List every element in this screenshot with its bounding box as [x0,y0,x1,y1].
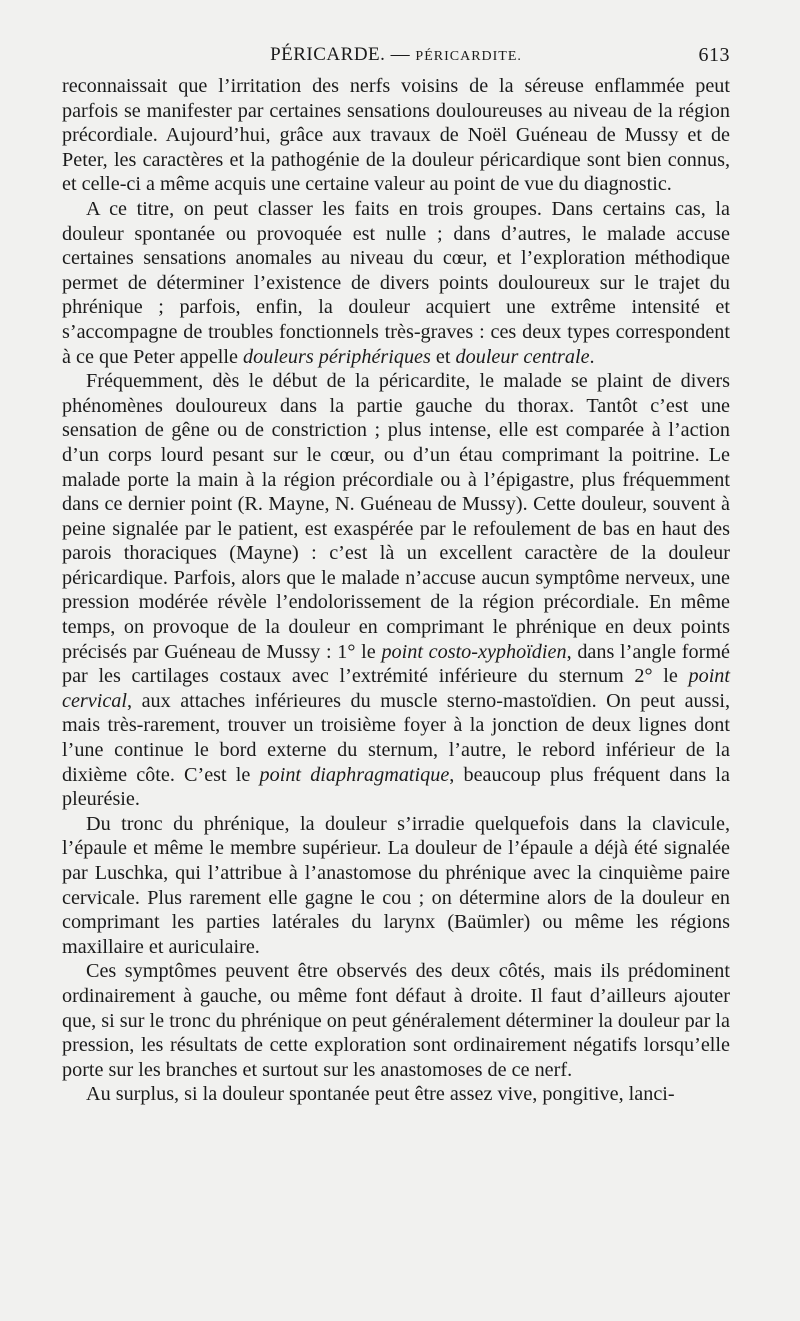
paragraph [62,812,730,960]
text-run: et [430,345,456,368]
text-run: A ce titre, on peut classer les faits en trois groupes. Dans certains cas, la douleur spontanée ou provoquée est nulle ; dans d’autres, le malade accuse certaines sensations anomales au niveau du cœur, et l’exploration méthodique permet de déterminer l’existence de divers points douloureux sur le trajet du phrénique ; parfois, enfin, la douleur acquiert une extrême intensité et s’accompagne de troubles fonctionnels très-graves : ces deux types correspondent à ce que Peter appelle [62,197,730,368]
text-run: reconnaissait que l’irritation des nerfs voisins de la séreuse enflammée peut parfois se manifester par certaines sensations douloureuses au niveau de la région précordiale. Aujourd’hui, grâce aux travaux de Noël Guéneau de Mussy et de Peter, les caractères et la pathogénie de la douleur péricardique sont bien connus, et celle-ci a même acquis une certaine valeur au point de vue du diagnostic. [62,75,730,196]
italic-term: point diaphragmatique [259,763,450,786]
running-head-title: PÉRICARDE. [270,44,386,65]
text-run: Du tronc du phrénique, la douleur s’irradie quelquefois dans la clavicule, l’épaule et même le membre supérieur. La douleur de l’épaule a déjà été signalée par Luschka, qui l’attribue à l’anastomose du phrénique avec la cinquième paire cervicale. Plus rarement elle gagne le cou ; on détermine alors de la douleur en comprimant les parties latérales du larynx (Baümler) ou même les régions maxillaire et auriculaire. [62,812,730,958]
running-head-subtitle: PÉRICARDITE. [415,49,522,64]
page-number: 613 [698,44,730,66]
paragraph [62,369,730,812]
running-head [62,44,730,74]
text-run: Ces symptômes peuvent être observés des deux côtés, mais ils prédominent ordinairement à gauche, ou même font défaut à droite. Il faut d’ailleurs ajouter que, si sur le tronc du phrénique on peut généralement déterminer la douleur par la pression, les résultats de cette exploration sont ordinairement négatifs lorsqu’elle porte sur les branches et surtout sur les anastomoses de ce nerf. [62,960,730,1081]
text-run: , aux attaches inférieures du muscle sterno-mastoïdien. On peut aussi, mais très-rarement, trouver un troisième foyer à la jonction de deux lignes dont l’une continue le bord externe du sternum, l’autre, le rebord inférieur de la dixième côte. C’est le [62,689,730,786]
paragraph [62,1082,730,1107]
text-run: . [589,345,595,368]
italic-term: point costo-xyphoïdien [381,640,567,663]
italic-term: douleurs périphériques [243,345,431,368]
text-run: , beaucoup plus fréquent dans la pleurésie. [62,763,730,811]
italic-term: douleur centrale [455,345,590,368]
italic-term: point cervical [62,665,730,712]
text-run: Au surplus, si la douleur spontanée peut être assez vive, pongitive, lanci- [86,1083,675,1106]
paragraph [62,74,730,197]
paragraph [62,959,730,1082]
running-head-separator: — [390,44,411,65]
text-run: , dans l’angle formé par les cartilages costaux avec l’extrémité inférieure du sternum 2° le [62,640,730,688]
body-text [62,74,730,1107]
paragraph [62,197,730,369]
text-run: Fréquemment, dès le début de la péricardite, le malade se plaint de divers phénomènes douloureux dans la partie gauche du thorax. Tantôt c’est une sensation de gêne ou de constriction ; plus intense, elle est comparée à l’action d’un corps lourd pesant sur le cœur, ou d’un étau comprimant la poitrine. Le malade porte la main à la région précordiale ou à l’épigastre, plus fréquemment dans ce dernier point (R. Mayne, N. Guéneau de Mussy). Cette douleur, souvent à peine signalée par le patient, est exaspérée par le refoulement de bas en haut des parois thoraciques (Mayne) : c’est là un excellent caractère de la douleur péricardique. Parfois, alors que le malade n’accuse aucun symptôme nerveux, une pression modérée révèle l’endolorissement de la région précordiale. En même temps, on provoque de la douleur en comprimant le phrénique en deux points précisés par Guéneau de Mussy : 1° le [62,370,730,663]
